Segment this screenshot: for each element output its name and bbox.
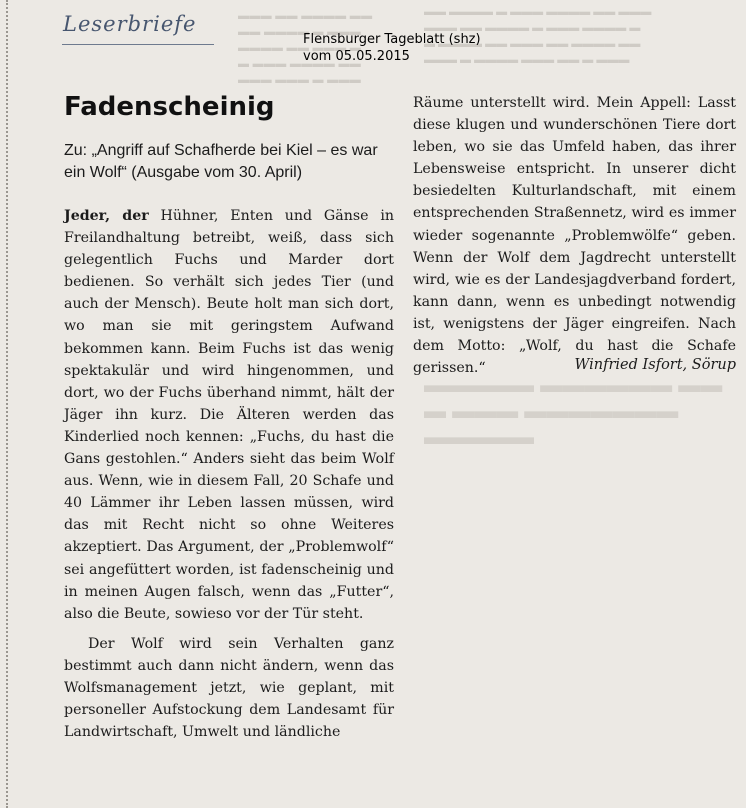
bleed-through-texture: ▬▬▬ ▬▬ ▬▬▬▬ ▬▬ ▬▬ ▬▬▬▬ ▬ ▬▬▬ ▬▬▬▬ ▬▬ ▬▬▬ ▬ ▬ ▬▬▬ ▬▬▬▬ ▬▬ ▬▬▬ ▬▬▬ ▬ ▬▬▬ bbox=[238, 10, 373, 86]
article-reference: Zu: „Angriff auf Schafherde bei Kiel – es war ein Wolf“ (Ausgabe vom 30. April) bbox=[64, 142, 378, 181]
section-kicker: Leserbriefe bbox=[63, 12, 197, 36]
source-publication: Flensburger Tageblatt (shz) bbox=[303, 32, 481, 47]
article-column-right bbox=[413, 92, 736, 379]
paragraph-3: Räume unterstellt wird. Mein Appell: Lasst diese klugen und wunderschönen Tiere dort leben, wo sie das Umfeld haben, das ihrer Lebensweise entspricht. In unserer dicht besiedelten Kulturlandschaft, mit einem entsprechenden Straßennetz, wird es immer wieder sogenannte „Problemwölfe“ geben. Wenn der Wolf dem Jagdrecht unterstellt wird, wie es der Landesjagdverband fordert, kann dann, wenn es unbedingt notwendig ist, wenigstens der Jäger eingreifen. Nach dem Motto: „Wolf, du hast die Schafe gerissen.“ bbox=[413, 95, 736, 377]
source-date: vom 05.05.2015 bbox=[303, 49, 410, 64]
bleed-through-texture: ▬▬▬▬▬ ▬▬▬▬▬▬ ▬▬ ▬ ▬▬▬ ▬▬▬▬▬▬▬ ▬▬▬▬▬ bbox=[424, 372, 723, 449]
lead-in: Jeder, der bbox=[64, 208, 149, 224]
paragraph-1 bbox=[64, 205, 394, 625]
paragraph-2: Der Wolf wird sein Verhalten ganz bestimmt auch dann nicht ändern, wenn das Wolfsmanagement jetzt, wie geplant, mit personeller Aufstockung dem Landesamt für Landwirtschaft, Umwelt und ländliche bbox=[64, 635, 394, 741]
article-column-left bbox=[64, 205, 394, 743]
perforation-dotted-line bbox=[6, 0, 8, 808]
source-annotation bbox=[303, 31, 481, 65]
kicker-underline bbox=[62, 44, 214, 45]
bleed-through-texture: ▬▬ ▬▬▬▬ ▬ ▬▬▬ ▬▬▬▬ ▬▬ ▬▬▬ ▬▬▬ ▬▬ ▬▬▬▬ ▬ ▬▬▬ ▬▬▬▬ ▬ ▬ ▬▬▬▬ ▬▬ ▬▬▬ ▬▬ ▬▬▬▬ ▬▬ ▬▬▬ ▬ ▬▬▬▬ ▬▬▬ ▬▬ ▬ ▬▬▬ bbox=[424, 6, 652, 66]
letter-author: Winfried Isfort, Sörup bbox=[574, 357, 736, 373]
article-headline: Fadenscheinig bbox=[64, 92, 275, 122]
paragraph-1-text: Hühner, Enten und Gänse in Freilandhaltung betreibt, weiß, dass sich gelegentlich Fuchs und Marder dort bedienen. So verhält sich jedes Tier (und auch der Mensch). Beute holt man sich dort, wo man sie mit geringstem Aufwand bekommen kann. Beim Fuchs ist das wenig spektakulär und wird hingenommen, und dort, wo der Fuchs überhand nimmt, hält der Jäger ihn kurz. Die Älteren werden das Kinderlied noch kennen: „Fuchs, du hast die Gans gestohlen.“ Anders sieht das beim Wolf aus. Wenn, wie in diesem Fall, 20 Schafe und 40 Lämmer ihr Leben lassen müssen, wird das mit Recht nicht so ohne Weiteres akzeptiert. Das Argument, der „Problemwolf“ sei angefüttert worden, ist fadenscheinig und in meinen Augen falsch, wenn das „Futter“, also die Beute, sowieso vor der Tür steht. bbox=[64, 208, 394, 622]
